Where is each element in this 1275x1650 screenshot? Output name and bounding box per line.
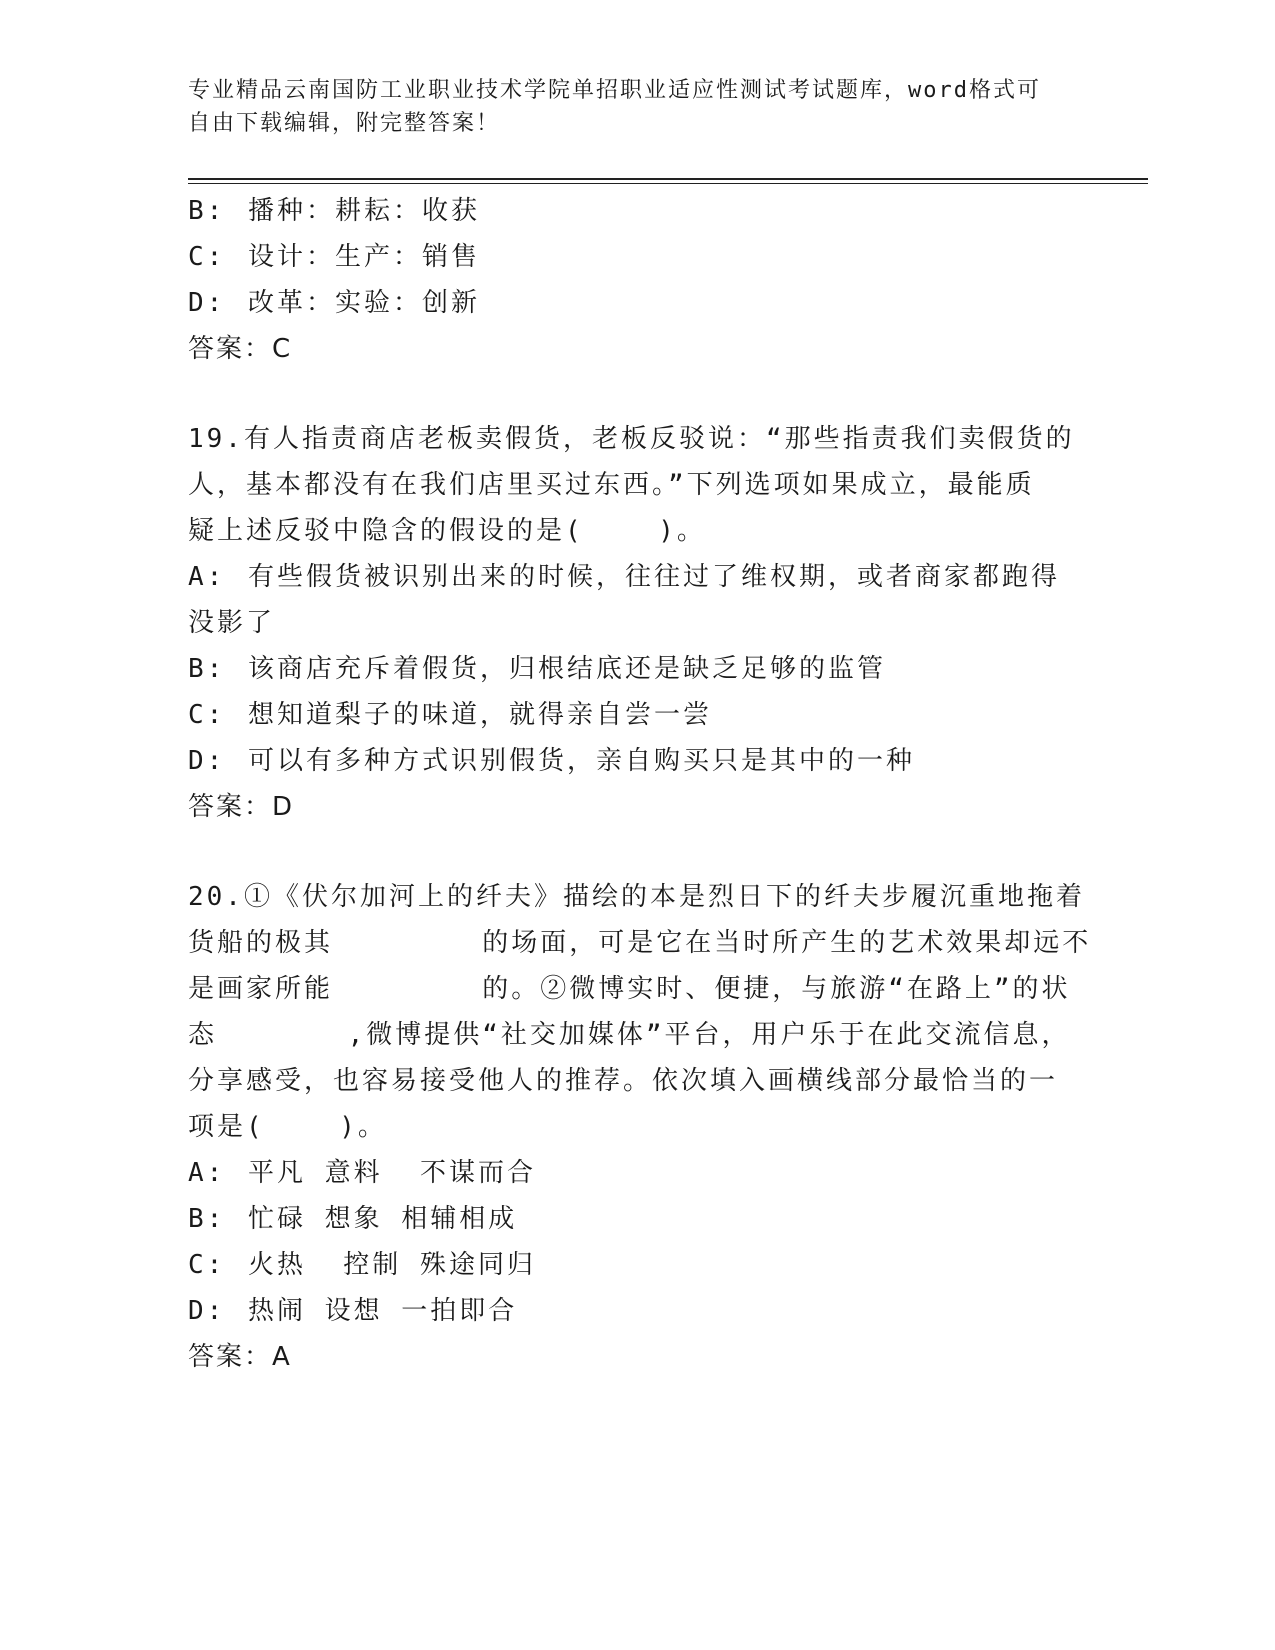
option-text: 改革：实验：创新 xyxy=(248,288,481,318)
option-key: A: xyxy=(188,1158,226,1188)
option-key: C: xyxy=(188,700,226,730)
option-text: 热闹 设想 一拍即合 xyxy=(248,1296,518,1326)
option-key: B: xyxy=(188,654,226,684)
option-text: 有些假货被识别出来的时候，往往过了维权期，或者商家都跑得 xyxy=(248,562,1061,592)
option-text: 火热 控制 殊途同归 xyxy=(248,1250,536,1280)
answer: 答案：D xyxy=(188,792,295,822)
question-text-line: 态 ,微博提供“社交加媒体”平台，用户乐于在此交流信息， xyxy=(188,1020,1071,1050)
question-text-line: 货船的极其 的场面，可是它在当时所产生的艺术效果却远不 xyxy=(188,928,1092,958)
question-text-line: 项是( )。 xyxy=(188,1112,387,1142)
option-c xyxy=(188,692,1088,738)
option-b xyxy=(188,188,1088,234)
option-b xyxy=(188,1196,1088,1242)
option-text: 想知道梨子的味道，就得亲自尝一尝 xyxy=(248,700,713,730)
option-a xyxy=(188,1150,1088,1196)
option-key: D: xyxy=(188,1296,226,1326)
option-text: 设计：生产：销售 xyxy=(248,242,481,272)
question-text-line: 19.有人指责商店老板卖假货，老板反驳说：“那些指责我们卖假货的 xyxy=(188,424,1075,454)
header-line-2: 自由下载编辑，附完整答案！ xyxy=(188,111,501,136)
option-key: C: xyxy=(188,242,226,272)
page-header xyxy=(188,74,1068,140)
option-key: A: xyxy=(188,562,226,592)
question-text-line: 是画家所能 的。②微博实时、便捷，与旅游“在路上”的状 xyxy=(188,974,1071,1004)
option-key: D: xyxy=(188,288,226,318)
question-19 xyxy=(188,416,1088,830)
question-text-line: 疑上述反驳中隐含的假设的是( )。 xyxy=(188,516,706,546)
option-text: 播种：耕耘：收获 xyxy=(248,196,481,226)
option-text: 平凡 意料 不谋而合 xyxy=(248,1158,536,1188)
option-text: 该商店充斥着假货，归根结底还是缺乏足够的监管 xyxy=(248,654,887,684)
option-b xyxy=(188,646,1088,692)
header-rule-thin xyxy=(188,183,1148,184)
prev-question xyxy=(188,188,1088,372)
answer: 答案：C xyxy=(188,334,293,364)
document-body xyxy=(188,188,1092,1380)
option-key: B: xyxy=(188,196,226,226)
option-text: 忙碌 想象 相辅相成 xyxy=(248,1204,518,1234)
question-text-line: 20.①《伏尔加河上的纤夫》描绘的本是烈日下的纤夫步履沉重地拖着 xyxy=(188,882,1085,912)
option-text: 可以有多种方式识别假货，亲自购买只是其中的一种 xyxy=(248,746,916,776)
question-20 xyxy=(188,874,1092,1380)
option-a xyxy=(188,554,1088,646)
option-c xyxy=(188,1242,1088,1288)
option-d xyxy=(188,280,1088,326)
answer: 答案：A xyxy=(188,1342,292,1372)
option-key: B: xyxy=(188,1204,226,1234)
option-d xyxy=(188,738,1088,784)
question-text-line: 人，基本都没有在我们店里买过东西。”下列选项如果成立，最能质 xyxy=(188,470,1035,500)
option-d xyxy=(188,1288,1088,1334)
option-key: D: xyxy=(188,746,226,776)
spacer xyxy=(188,830,1088,874)
header-rule-thick xyxy=(188,178,1148,180)
option-c xyxy=(188,234,1088,280)
option-text-continued: 没影了 xyxy=(188,608,276,638)
header-line-1: 专业精品云南国防工业职业技术学院单招职业适应性测试考试题库，word格式可 xyxy=(188,78,1041,103)
option-key: C: xyxy=(188,1250,226,1280)
spacer xyxy=(188,372,1088,416)
question-text-line: 分享感受，也容易接受他人的推荐。依次填入画横线部分最恰当的一 xyxy=(188,1066,1059,1096)
